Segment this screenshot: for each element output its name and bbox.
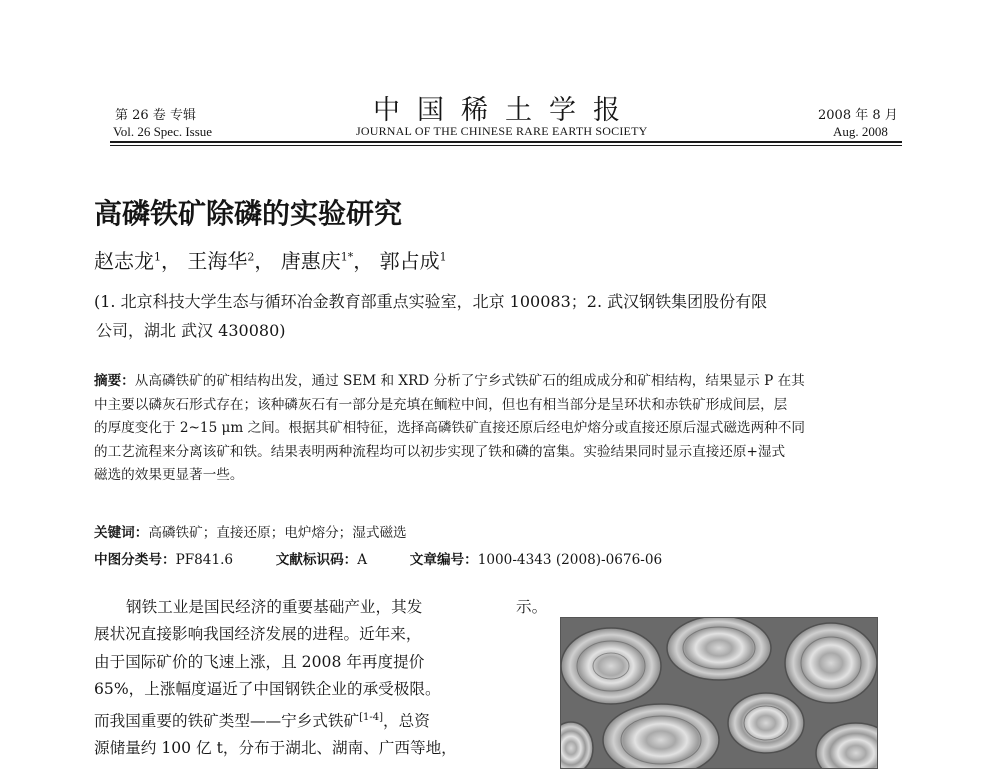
author-name: 赵志龙	[94, 249, 154, 273]
affiliation-line: (1. 北京科技大学生态与循环冶金教育部重点实验室，北京 100083；2. 武汉钢铁集团股份有限	[94, 292, 768, 311]
article-title: 高磷铁矿除磷的实验研究	[94, 197, 403, 230]
issue-date-cn: 2008 年 8 月	[818, 108, 898, 123]
volume-cn: 第 26 卷 专辑	[115, 108, 196, 123]
journal-title-cn: 中国稀土学报	[373, 95, 637, 126]
author-name: 唐惠庆	[280, 249, 341, 273]
classification-row	[94, 548, 662, 568]
abstract-label: 摘要：	[94, 373, 135, 389]
body-right-line: 示。	[516, 598, 548, 616]
abstract-line: 中主要以磷灰石形式存在；该种磷灰石有一部分是充填在鲕粒中间，但也有相当部分是呈环状和赤铁矿形成间层，层	[94, 396, 788, 413]
body-line: 65%，上涨幅度逼近了中国钢铁企业的承受极限。	[94, 680, 441, 699]
abstract-line: 的工艺流程来分离该矿和铁。结果表明两种流程均可以初步实现了铁和磷的富集。实验结果同时显示直接还原+湿式	[94, 443, 786, 460]
header-rule-thin	[110, 145, 902, 146]
journal-title-en: JOURNAL OF THE CHINESE RARE EARTH SOCIETY	[356, 124, 648, 138]
affiliation-line: 公司，湖北 武汉 430080)	[96, 321, 286, 340]
affiliations	[94, 287, 767, 345]
article-no: 1000-4343 (2008)-0676-06	[477, 552, 663, 568]
author-affil-mark: 1	[154, 250, 161, 264]
header-rule-thick	[110, 141, 902, 143]
volume-en: Vol. 26 Spec. Issue	[113, 124, 213, 139]
clc-label: 中图分类号：	[94, 552, 176, 568]
clc-number: PF841.6	[175, 552, 234, 568]
citation: [1-4]	[359, 711, 384, 723]
body-left-column	[94, 594, 457, 763]
author-separator: ，	[353, 249, 374, 273]
article-no-label: 文章编号：	[409, 552, 478, 568]
body-line: 钢铁工业是国民经济的重要基础产业，其发	[126, 598, 423, 616]
author-affil-mark: 1*	[340, 250, 354, 264]
body-line: 由于国际矿价的飞速上涨，且 2008 年再度提价	[94, 652, 425, 671]
author-separator: ，	[254, 249, 275, 273]
keywords: 高磷铁矿；直接还原；电炉熔分；湿式磁选	[148, 525, 407, 541]
keywords-row	[94, 521, 407, 541]
abstract	[94, 370, 805, 488]
keywords-label: 关键词：	[94, 525, 149, 541]
abstract-line: 磁选的效果更显著一些。	[94, 467, 244, 483]
body-line: 展状况直接影响我国经济发展的进程。近年来，	[94, 625, 422, 644]
abstract-line: 摘要：从高磷铁矿的矿相结构出发，通过 SEM 和 XRD 分析了宁乡式铁矿石的组成成分和矿相结构，结果显示 P 在其	[94, 373, 805, 389]
author-list	[94, 245, 447, 274]
author-name: 王海华	[187, 249, 248, 273]
author-separator: ，	[161, 249, 181, 273]
author-affil-mark: 2	[247, 250, 255, 264]
doc-code-label: 文献标识码：	[275, 552, 358, 568]
body-line: 源储量约 100 亿 t，分布于湖北、湖南、广西等地，	[94, 739, 457, 758]
abstract-line: 的厚度变化于 2~15 μm 之间。根据其矿相特征，选择高磷铁矿直接还原后经电炉熔分或直接还原后湿式磁选两种不同	[94, 420, 805, 436]
author-affil-mark: 1	[439, 250, 447, 264]
author-name: 郭占成	[379, 249, 440, 273]
issue-date-en: Aug. 2008	[833, 124, 888, 139]
doc-code: A	[357, 552, 368, 568]
body-line: 而我国重要的铁矿类型——宁乡式铁矿[1-4]，总资	[94, 711, 430, 730]
sem-micrograph-image	[560, 617, 878, 769]
